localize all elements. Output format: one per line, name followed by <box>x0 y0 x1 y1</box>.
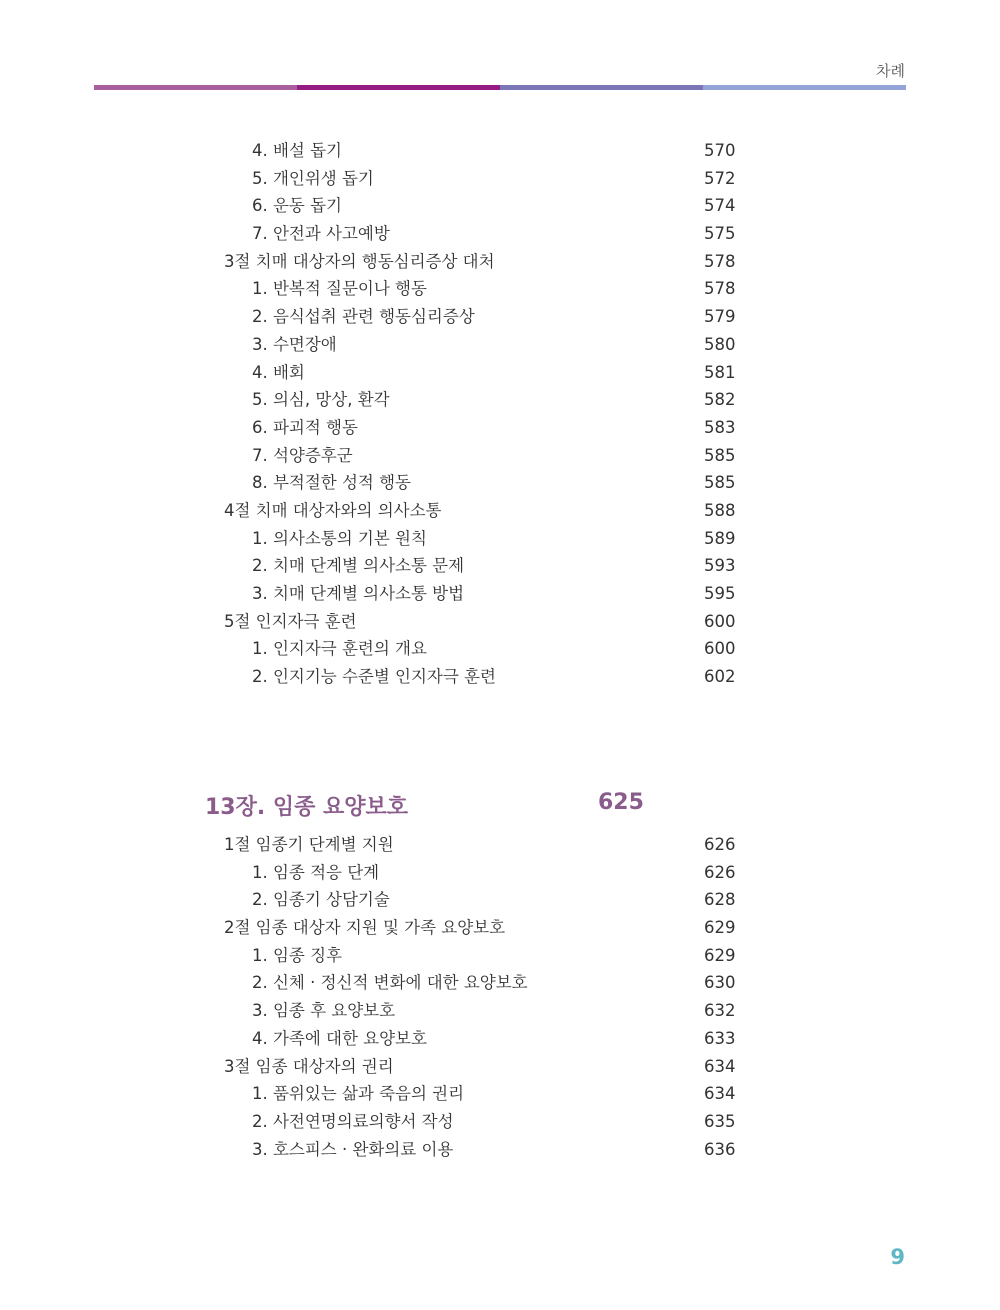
toc-entry-page: 578 <box>704 279 736 299</box>
chapter-title: 13장. 임종 요양보호 <box>205 795 409 820</box>
toc-entry-label: 4절 치매 대상자와의 의사소통 <box>224 500 442 520</box>
toc-entry-page: 628 <box>704 890 736 910</box>
toc-entry-label: 1절 임종기 단계별 지원 <box>224 835 394 854</box>
toc-entry-page: 575 <box>704 224 736 244</box>
toc-item-row <box>0 886 1000 914</box>
toc-item-row <box>0 663 1000 691</box>
toc-item-row <box>0 137 1000 165</box>
toc-item-row <box>0 442 1000 470</box>
toc-entry-label: 4. 가족에 대한 요양보호 <box>252 1028 427 1048</box>
toc-item-row <box>0 1080 1000 1108</box>
toc-entry-page: 600 <box>704 611 736 631</box>
toc-item-row <box>0 275 1000 303</box>
toc-item-row <box>0 469 1000 497</box>
toc-entry-label: 2절 임종 대상자 지원 및 가족 요양보호 <box>224 918 506 938</box>
toc-section-row <box>0 1053 1000 1081</box>
toc-entry-page: 634 <box>704 1084 736 1104</box>
toc-entry-page: 574 <box>704 196 736 216</box>
toc-entry-label: 7. 석양증후군 <box>252 445 353 465</box>
toc-entry-page: 626 <box>704 835 736 854</box>
toc-item-row <box>0 220 1000 248</box>
color-bar-segment-3 <box>500 85 703 90</box>
toc-entry-label: 1. 인지자극 훈련의 개요 <box>252 639 427 659</box>
toc-entry-page: 583 <box>704 417 736 437</box>
toc-entry-label: 1. 품위있는 삶과 죽음의 권리 <box>252 1084 465 1104</box>
toc-entry-page: 629 <box>704 918 736 938</box>
toc-entry-page: 634 <box>704 1056 736 1076</box>
toc-section-row <box>0 914 1000 942</box>
toc-entry-label: 7. 안전과 사고예방 <box>252 224 390 244</box>
toc-entry-label: 3절 치매 대상자의 행동심리증상 대처 <box>224 251 495 271</box>
toc-entry-label: 6. 파괴적 행동 <box>252 417 358 437</box>
toc-entry-label: 2. 인지기능 수준별 인지자극 훈련 <box>252 667 496 687</box>
toc-entry-label: 3. 치매 단계별 의사소통 방법 <box>252 584 465 603</box>
toc-section-row <box>0 497 1000 525</box>
toc-item-row <box>0 635 1000 663</box>
toc-entry-label: 2. 사전연명의료의향서 작성 <box>252 1111 454 1131</box>
page-number: 9 <box>890 1245 905 1269</box>
toc-entry-page: 626 <box>704 862 736 882</box>
toc-item-row <box>0 192 1000 220</box>
toc-entry-page: 633 <box>704 1028 736 1048</box>
toc-item-row <box>0 1108 1000 1136</box>
toc-entry-label: 3. 호스피스 · 완화의료 이용 <box>252 1139 454 1159</box>
toc-entry-page: 579 <box>704 307 736 327</box>
toc-entry-page: 588 <box>704 500 736 520</box>
toc-entry-label: 2. 신체 · 정신적 변화에 대한 요양보호 <box>252 973 528 993</box>
toc-item-row <box>0 1025 1000 1053</box>
toc-entry-page: 582 <box>704 390 736 410</box>
toc-entry-page: 635 <box>704 1111 736 1131</box>
toc-entry-page: 578 <box>704 251 736 271</box>
toc-item-row <box>0 859 1000 887</box>
toc-item-row <box>0 580 1000 608</box>
toc-entry-label: 8. 부적절한 성적 행동 <box>252 473 411 493</box>
toc-item-row <box>0 1136 1000 1164</box>
toc-item-row <box>0 525 1000 553</box>
toc-entry-page: 629 <box>704 945 736 965</box>
toc-entry-page: 581 <box>704 362 736 382</box>
toc-entry-label: 2. 음식섭취 관련 행동심리증상 <box>252 307 475 327</box>
toc-entry-page: 600 <box>704 639 736 659</box>
toc-entry-label: 6. 운동 돕기 <box>252 196 342 216</box>
toc-entry-label: 5. 의심, 망상, 환각 <box>252 390 390 410</box>
toc-entry-label: 1. 임종 적응 단계 <box>252 862 380 882</box>
toc-entry-page: 572 <box>704 168 736 188</box>
color-bar-segment-2 <box>297 85 500 90</box>
chapter-page: 625 <box>598 790 644 815</box>
running-header: 차례 <box>876 62 905 80</box>
toc-entry-page: 570 <box>704 141 736 160</box>
chapter-heading <box>0 790 1000 822</box>
toc-entry-label: 2. 치매 단계별 의사소통 문제 <box>252 556 465 576</box>
toc-entry-page: 589 <box>704 528 736 548</box>
header-color-bar <box>94 85 906 90</box>
toc-entry-label: 1. 반복적 질문이나 행동 <box>252 279 427 299</box>
toc-section-row <box>0 831 1000 859</box>
toc-item-row <box>0 303 1000 331</box>
toc-entry-page: 593 <box>704 556 736 576</box>
toc-section-row <box>0 248 1000 276</box>
toc-entry-label: 4. 배설 돕기 <box>252 141 342 160</box>
toc-item-row <box>0 386 1000 414</box>
toc-entry-label: 5절 인지자극 훈련 <box>224 611 357 631</box>
toc-entry-label: 3. 임종 후 요양보호 <box>252 1001 396 1021</box>
toc-entry-page: 630 <box>704 973 736 993</box>
toc-entry-page: 595 <box>704 584 736 603</box>
toc-entry-page: 636 <box>704 1139 736 1159</box>
color-bar-segment-1 <box>94 85 297 90</box>
toc-entry-label: 4. 배회 <box>252 362 305 382</box>
toc-item-row <box>0 414 1000 442</box>
toc-entry-label: 1. 의사소통의 기본 원칙 <box>252 528 427 548</box>
toc-entry-label: 3절 임종 대상자의 권리 <box>224 1056 394 1076</box>
toc-item-row <box>0 969 1000 997</box>
toc-item-row <box>0 331 1000 359</box>
toc-entry-page: 580 <box>704 334 736 354</box>
toc-entry-page: 632 <box>704 1001 736 1021</box>
toc-item-row <box>0 165 1000 193</box>
toc-list-top <box>0 137 1000 691</box>
toc-item-row <box>0 997 1000 1025</box>
toc-section-row <box>0 608 1000 636</box>
toc-item-row <box>0 359 1000 387</box>
color-bar-segment-4 <box>703 85 906 90</box>
toc-list-bottom <box>0 831 1000 1163</box>
toc-entry-label: 3. 수면장애 <box>252 334 337 354</box>
toc-entry-label: 1. 임종 징후 <box>252 945 342 965</box>
toc-entry-label: 5. 개인위생 돕기 <box>252 168 374 188</box>
toc-entry-page: 602 <box>704 667 736 687</box>
toc-entry-page: 585 <box>704 473 736 493</box>
toc-item-row <box>0 552 1000 580</box>
toc-entry-label: 2. 임종기 상담기술 <box>252 890 390 910</box>
toc-entry-page: 585 <box>704 445 736 465</box>
toc-item-row <box>0 942 1000 970</box>
